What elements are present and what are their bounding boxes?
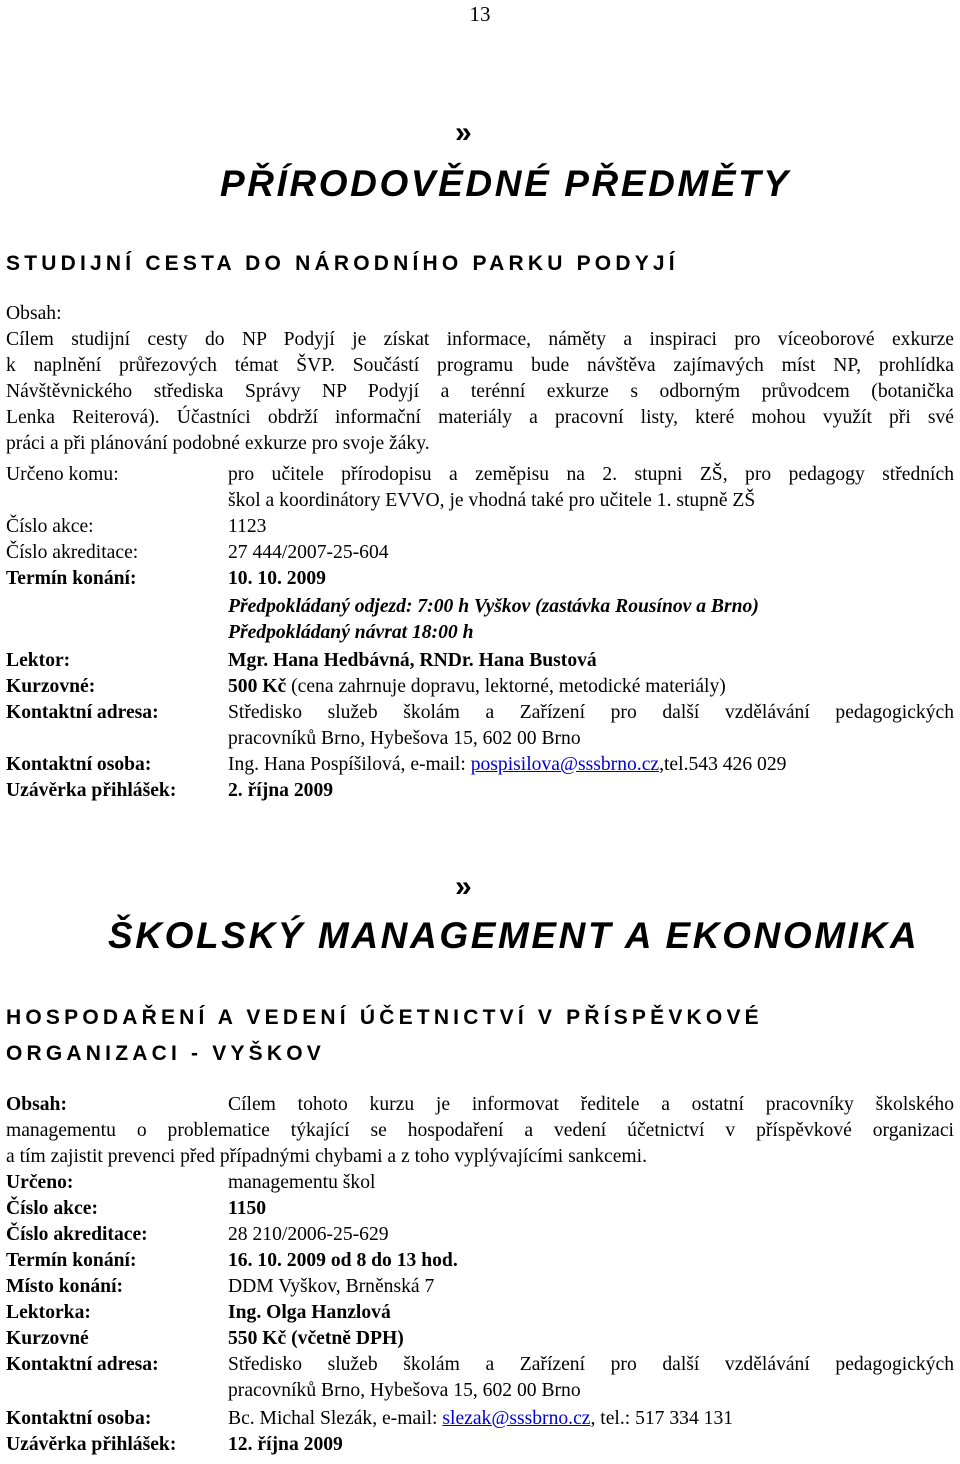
akreditace-label: Číslo akreditace: [6, 542, 139, 563]
chevron-icon: » [455, 116, 472, 149]
akreditace-value: 27 444/2007-25-604 [228, 542, 389, 563]
urceno-value: pro učitele přírodopisu a zeměpisu na 2. stupni ZŠ, pro pedagogy středních [228, 464, 954, 485]
obsah-label: Obsah: [6, 1094, 67, 1115]
cislo-akce-label: Číslo akce: [6, 516, 94, 537]
course-title: ORGANIZACI - VYŠKOV [6, 1042, 325, 1065]
osoba-name: Bc. Michal Slezák, e-mail: [228, 1408, 443, 1429]
cislo-akce-value: 1150 [228, 1198, 267, 1219]
section-title: PŘÍRODOVĚDNÉ PŘEDMĚTY [220, 163, 791, 204]
osoba-name: Ing. Hana Pospíšilová, e-mail: [228, 754, 471, 775]
misto-label: Místo konání: [6, 1276, 124, 1297]
termin-label: Termín konání: [6, 568, 137, 589]
adresa-value: pracovníků Brno, Hybešova 15, 602 00 Brno [228, 728, 581, 749]
osoba-label: Kontaktní osoba: [6, 754, 152, 775]
kurzovne-value [228, 674, 726, 700]
misto-value: DDM Vyškov, Brněnská 7 [228, 1276, 435, 1297]
kurzovne-note: (cena zahrnuje dopravu, lektorné, metodické materiály) [286, 676, 726, 697]
obsah-line: a tím zajistit prevenci před případnými chybami a z toho vyplývajícími sankcemi. [6, 1146, 647, 1167]
lektor-label: Lektor: [6, 650, 71, 671]
obsah-line: práci a při plánování podobné exkurze pro svoje žáky. [6, 433, 430, 454]
email-link[interactable]: pospisilova@sssbrno.cz [470, 754, 660, 775]
page-number: 13 [469, 2, 491, 26]
navrat-text: Předpokládaný návrat 18:00 h [228, 622, 474, 643]
uzaverka-label: Uzávěrka přihlášek: [6, 780, 177, 801]
osoba-value [228, 1406, 733, 1432]
chevron-icon: » [455, 870, 472, 903]
obsah-line: Cílem tohoto kurzu je informovat ředitele a ostatní pracovníky školského [228, 1094, 954, 1115]
lektorka-value: Ing. Olga Hanzlová [228, 1302, 391, 1323]
termin-label: Termín konání: [6, 1250, 137, 1271]
adresa-value: pracovníků Brno, Hybešova 15, 602 00 Brno [228, 1380, 581, 1401]
obsah-line: k naplnění průřezových témat ŠVP. Součástí programu bude návštěva zajímavých míst NP, prohlídka [6, 355, 954, 376]
cislo-akce-label: Číslo akce: [6, 1198, 98, 1219]
urceno-value: škol a koordinátory EVVO, je vhodná také pro učitele 1. stupně ZŠ [228, 490, 756, 511]
uzaverka-label: Uzávěrka přihlášek: [6, 1434, 177, 1455]
kurzovne-value: 550 Kč (včetně DPH) [228, 1328, 404, 1349]
urceno-label: Určeno komu: [6, 464, 119, 485]
uzaverka-value: 2. října 2009 [228, 780, 334, 801]
section-title: ŠKOLSKÝ MANAGEMENT A EKONOMIKA [108, 915, 920, 956]
adresa-label: Kontaktní adresa: [6, 1354, 159, 1375]
email-link[interactable]: slezak@sssbrno.cz [442, 1408, 591, 1429]
kurzovne-label: Kurzovné: [6, 676, 96, 697]
akreditace-value: 28 210/2006-25-629 [228, 1224, 389, 1245]
urceno-label: Určeno: [6, 1172, 74, 1193]
odjezd-text: Předpokládaný odjezd: 7:00 h Vyškov (zastávka Rousínov a Brno) [228, 596, 759, 617]
uzaverka-value: 12. října 2009 [228, 1434, 343, 1455]
lektorka-label: Lektorka: [6, 1302, 91, 1323]
obsah-line: managementu o problematice týkající se hospodaření a vedení účetnictví v příspěvkové organizaci [6, 1120, 954, 1141]
course-title: HOSPODAŘENÍ A VEDENÍ ÚČETNICTVÍ V PŘÍSPĚVKOVÉ [6, 1006, 763, 1029]
adresa-value: Středisko služeb školám a Zařízení pro další vzdělávání pedagogických [228, 702, 954, 723]
akreditace-label: Číslo akreditace: [6, 1224, 148, 1245]
osoba-label: Kontaktní osoba: [6, 1408, 152, 1429]
obsah-line: Lenka Reiterová). Účastníci obdrží informační materiály a pracovní listy, které mohou využít při své [6, 407, 954, 428]
obsah-line: Cílem studijní cesty do NP Podyjí je získat informace, náměty a inspiraci pro víceoborové exkurze [6, 329, 954, 350]
lektor-value: Mgr. Hana Hedbávná, RNDr. Hana Bustová [228, 650, 597, 671]
osoba-tel: , tel.: 517 334 131 [590, 1408, 734, 1429]
termin-value: 16. 10. 2009 od 8 do 13 hod. [228, 1250, 458, 1271]
urceno-value: managementu škol [228, 1172, 376, 1193]
kurzovne-price: 500 Kč [228, 676, 287, 697]
course-title: STUDIJNÍ CESTA DO NÁRODNÍHO PARKU PODYJÍ [6, 252, 679, 275]
obsah-label: Obsah: [6, 303, 62, 324]
cislo-akce-value: 1123 [228, 516, 267, 537]
adresa-value: Středisko služeb školám a Zařízení pro další vzdělávání pedagogických [228, 1354, 954, 1375]
kurzovne-label: Kurzovné [6, 1328, 89, 1349]
adresa-label: Kontaktní adresa: [6, 702, 159, 723]
osoba-tel: ,tel.543 426 029 [659, 754, 787, 775]
osoba-value [228, 752, 786, 778]
obsah-line: Návštěvnického střediska Správy NP Podyjí a terénní exkurze s odborným průvodcem (botanička [6, 381, 954, 402]
termin-value: 10. 10. 2009 [228, 568, 326, 589]
